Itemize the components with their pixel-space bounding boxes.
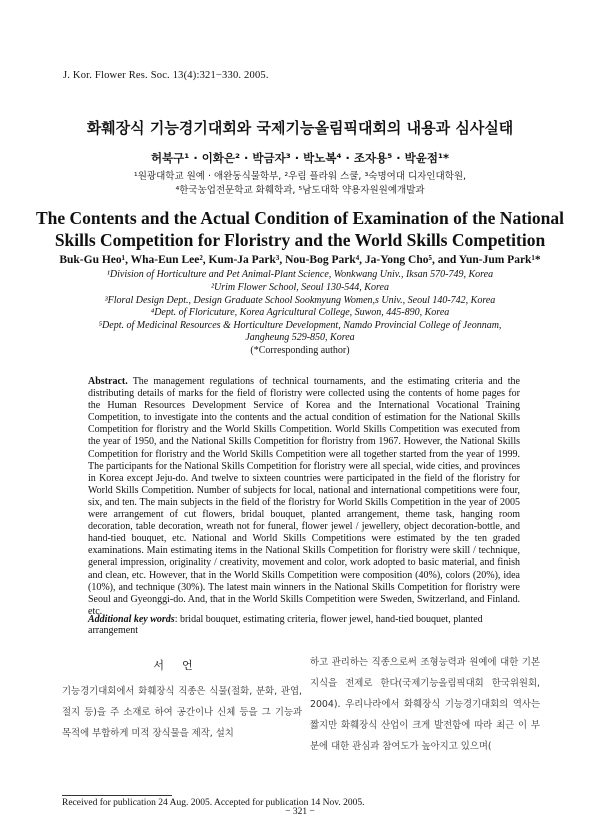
key-words-text: : bridal bouquet, estimating criteria, flower jewel, hand-tied bouquet, planted arrangement — [88, 614, 483, 636]
korean-title: 화훼장식 기능경기대회와 국제기능올림픽대회의 내용과 심사실태 — [86, 119, 514, 137]
abstract-label: Abstract. — [88, 376, 128, 387]
key-words-label: Additional key words — [88, 614, 175, 625]
english-affiliation-6: Jangheung 529-850, Korea — [245, 332, 355, 343]
abstract-text: The management regulations of technical tournaments, and the estimating criteria and the distributing details of marks for the field of floristry were collected using the contents of home pages for the Human Resources Development Service of Korea and the International Vocational Training Competition, to investigate into the contents and the actual condition of estimation for the National Skills Competition for floristry and the World Skills Competition. World Skills Competition was executed from the year of 1950, and the National Skills Competition for floristry from 1967. However, the National Skills Competition for floristry and the World Skills Competition were all together started from the year of 1999. The participants for the National Skills Competition for floristry were all special, wide cities, and provinces in Korea except Jeju-do. And twelve to sixteen countries were participated in the field of the floristry for World Skills Competition. Number of subjects for local, national and international competitions were four, six, and ten. The main subjects in the field of the floristry for World Skills Competition in the year of 2005 were arrangement of cut flowers, bridal bouquet, planted arrangement, theme task, hanging room decoration, table decoration, wreath not for funeral, flower jewel / jewellery, object decoration-bottle, and hand-tied bouquet, etc. National and World Skills Competitions were estimated by the ten graded examinations. Main estimating items in the National Skills Competition for floristry were skill / technique, general impression, originality / creativity, movement and color, work adopted to basic material, and finish and clean, etc. However, that in the World Skills Competition were composition (40%), colors (20%), idea (10%), and technique (30%). The latest main winners in the National Skills Competition for floristry were Seoul and Gyeonggi-do. And, that in the World Skills Competition were Sweden, Switzerland, and Finland. etc. — [88, 376, 520, 617]
english-title — [0, 207, 600, 251]
english-affiliation-2: ²Urim Flower School, Seoul 130-544, Korea — [211, 282, 389, 293]
corresponding-author-note: (*Corresponding author) — [250, 345, 350, 356]
english-affiliation-4: ⁴Dept. of Floricuture, Korea Agricultural College, Suwon, 445-890, Korea — [150, 307, 450, 318]
english-title-line-1: The Contents and the Actual Condition of Examination of the National — [36, 208, 564, 228]
footnote-divider — [62, 795, 172, 796]
korean-affiliation-1: ¹원광대학교 원예 · 애완동식물학부, ²우림 플라워 스쿨, ³숙명여대 디자인대학원, — [133, 171, 467, 182]
body-column-left: 기능경기대회에서 화훼장식 직종은 식물(절화, 분화, 관엽, 절지 등)을 주 소재로 하여 공간이나 신체 등을 그 기능과 목적에 부합하게 미적 장식물을 제작, 설치 — [62, 686, 302, 739]
english-affiliation-1: ¹Division of Horticulture and Pet Animal-Plant Science, Wonkwang Univ., Iksan 570-749, Korea — [106, 269, 494, 280]
english-affiliation-3: ³Floral Design Dept., Design Graduate School Sookmyung Women,s Univ., Seoul 140-742, Korea — [104, 295, 496, 306]
abstract — [88, 376, 520, 618]
english-affiliation-5: ⁵Dept. of Medicinal Resources & Horticulture Development, Namdo Provincial College of Jeonnam, — [98, 320, 502, 331]
english-authors: Buk-Gu Heo¹, Wha-Eun Lee², Kum-Ja Park³, Nou-Bog Park⁴, Ja-Yong Cho⁵, and Yun-Jum Park¹* — [59, 254, 541, 266]
journal-citation: J. Kor. Flower Res. Soc. 13(4):321−330. 2005. — [63, 70, 269, 81]
korean-affiliation-2: ⁴한국농업전문학교 화훼학과, ⁵남도대학 약용자원원예개발과 — [175, 185, 425, 196]
received-note: Received for publication 24 Aug. 2005. Accepted for publication 14 Nov. 2005. — [62, 798, 365, 808]
body-column-right: 하고 관리하는 직종으로써 조형능력과 원예에 대한 기본 지식을 전제로 한다(국제기능올림픽대회 한국위원회, 2004). 우리나라에서 화훼장식 기능경기대회의 역사는 짧지만 화훼장식 산업이 크게 발전함에 따라 최근 이 부분에 대한 관심과 참여도가 높아지고 있으며( — [310, 657, 540, 752]
korean-authors: 허북구¹ · 이화은² · 박금자³ · 박노복⁴ · 조자용⁵ · 박윤점¹* — [150, 151, 450, 165]
section-heading-introduction: 서언 — [153, 659, 211, 672]
english-title-line-2: Skills Competition for Floristry and the World Skills Competition — [54, 230, 546, 250]
page-number: − 321 − — [285, 807, 315, 817]
key-words — [88, 614, 528, 636]
